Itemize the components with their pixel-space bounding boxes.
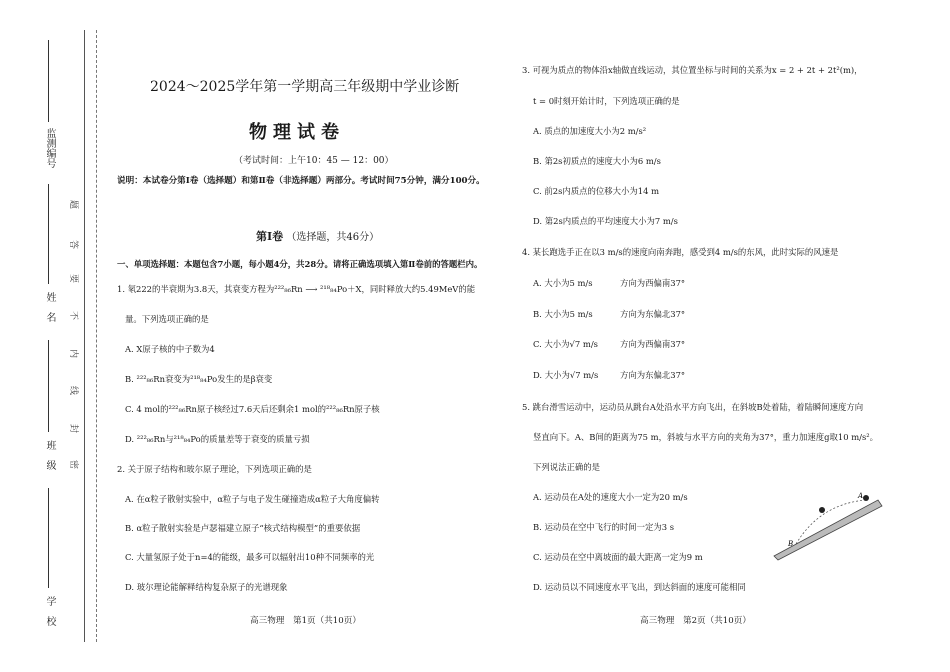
section-heading bbox=[256, 228, 379, 244]
question-4-option-b-magnitude: B. 大小为5 m/s bbox=[533, 309, 593, 319]
seal-char: 答 bbox=[68, 239, 79, 250]
exam-note: 说明：本试卷分第Ⅰ卷（选择题）和第Ⅱ卷（非选择题）两部分。考试时间75分钟，满分100分。 bbox=[117, 176, 485, 186]
seal-char: 线 bbox=[68, 385, 79, 396]
seal-char: 题 bbox=[68, 199, 79, 210]
question-4-option-a-magnitude: A. 大小为5 m/s bbox=[533, 278, 593, 288]
section-title: 第Ⅰ卷 bbox=[256, 230, 284, 243]
question-4-option-c-direction: 方向为西偏南37° bbox=[620, 339, 686, 349]
footer-left-page-number: 高三物理 第1页（共10页） bbox=[250, 616, 361, 626]
question-3-stem-cont: t = 0时刻开始计时，下列选项正确的是 bbox=[533, 96, 680, 106]
question-2-option-c: C. 大量氢原子处于n=4的能级，最多可以辐射出10种不同频率的光 bbox=[125, 552, 375, 562]
monitor-number-line bbox=[48, 40, 49, 122]
point-b-label: B bbox=[788, 540, 794, 548]
margin-dashed-line bbox=[96, 30, 97, 642]
school-label: 学 校 bbox=[44, 596, 55, 626]
skier-start-icon bbox=[863, 495, 869, 501]
margin-line bbox=[84, 30, 85, 642]
section-subtitle: （选择题，共46分） bbox=[286, 232, 380, 243]
question-2-stem: 2. 关于原子结构和玻尔原子理论，下列选项正确的是 bbox=[117, 464, 312, 474]
seal-char: 内 bbox=[68, 348, 79, 359]
q1-equation: ²²²₈₆Rn ⟶ ²¹⁸₈₄Po＋X，同时释放大约5.49MeV的能 bbox=[274, 284, 476, 294]
question-1-stem bbox=[117, 283, 475, 295]
name-label: 姓 名 bbox=[44, 292, 55, 322]
question-4-option-b-direction: 方向为东偏北37° bbox=[620, 309, 686, 319]
question-1-option-b: B. ²²²₈₆Rn衰变为²¹⁸₈₄Po发生的是β衰变 bbox=[125, 374, 273, 384]
name-line bbox=[48, 184, 49, 284]
seal-char: 密 bbox=[68, 459, 79, 470]
question-4-option-d-direction: 方向为东偏北37° bbox=[620, 370, 686, 380]
question-5-option-d: D. 运动员以不同速度水平飞出，到达斜面的速度可能相同 bbox=[533, 582, 746, 592]
school-line bbox=[48, 488, 49, 588]
question-1-option-d: D. ²²²₈₆Rn与²¹⁸₈₄Po的质量差等于衰变的质量亏损 bbox=[125, 434, 310, 444]
seal-char: 封 bbox=[68, 423, 79, 434]
question-2-option-a: A. 在α粒子散射实验中，α粒子与电子发生碰撞造成α粒子大角度偏转 bbox=[125, 494, 380, 504]
question-2-option-d: D. 玻尔理论能解释结构复杂原子的光谱现象 bbox=[125, 582, 288, 592]
question-5-stem: 5. 跳台滑雪运动中，运动员从跳台A处沿水平方向飞出，在斜坡B处着陆，着陆瞬间速度方向 bbox=[522, 402, 864, 412]
seal-char: 要 bbox=[68, 273, 79, 284]
seal-char: 不 bbox=[68, 310, 79, 321]
exam-time: （考试时间：上午10：45 — 12：00） bbox=[234, 156, 394, 166]
question-1-option-a: A. X原子核的中子数为4 bbox=[125, 344, 215, 354]
question-3-option-a: A. 质点的加速度大小为2 m/s² bbox=[533, 126, 647, 136]
point-a-label: A bbox=[858, 492, 864, 500]
question-5-stem-cont: 竖直向下。A、B间的距离为75 m，斜坡与水平方向的夹角为37°，重力加速度g取10 m/s²。 bbox=[533, 432, 879, 442]
slope-shape bbox=[774, 500, 882, 560]
question-3-option-b: B. 第2s初质点的速度大小为6 m/s bbox=[533, 156, 661, 166]
question-4-option-a-direction: 方向为西偏南37° bbox=[620, 278, 686, 288]
question-4-stem: 4. 某长跑选手正在以3 m/s的速度向南奔跑，感受到4 m/s的东风，此时实际的风速是 bbox=[522, 247, 839, 257]
q1-stem-text: 1. 氡222的半衰期为3.8天，其衰变方程为 bbox=[117, 284, 275, 294]
class-label: 班 级 bbox=[44, 440, 55, 470]
skier-mid-icon bbox=[819, 507, 825, 513]
subject-title: 物理试卷 bbox=[249, 122, 345, 143]
section-instruction: 一、单项选择题：本题包含7小题，每小题4分，共28分。请将正确选项填入第Ⅱ卷前的答题栏内。 bbox=[117, 259, 483, 269]
trajectory-path bbox=[796, 500, 866, 544]
question-3-stem: 3. 可视为质点的物体沿x轴做直线运动，其位置坐标与时间的关系为x = 2 + 2t + 2t²(m)， bbox=[522, 65, 863, 75]
question-1-option-c: C. 4 mol的²²²₈₆Rn原子核经过7.6天后还剩余1 mol的²²²₈₆Rn原子核 bbox=[125, 404, 380, 414]
question-1-stem-cont: 量。下列选项正确的是 bbox=[125, 314, 209, 324]
question-5-stem-cont2: 下列说法正确的是 bbox=[533, 462, 600, 472]
monitor-number-label: 监测编号 bbox=[44, 128, 55, 168]
question-4-option-c-magnitude: C. 大小为√7 m/s bbox=[533, 339, 598, 349]
question-5-option-b: B. 运动员在空中飞行的时间一定为3 s bbox=[533, 522, 675, 532]
question-4-option-d-magnitude: D. 大小为√7 m/s bbox=[533, 370, 599, 380]
exam-title: 2024～2025学年第一学期高三年级期中学业诊断 bbox=[150, 79, 460, 95]
footer-right-page-number: 高三物理 第2页（共10页） bbox=[640, 616, 751, 626]
class-line bbox=[48, 340, 49, 432]
question-2-option-b: B. α粒子散射实验是卢瑟福建立原子“核式结构模型”的重要依据 bbox=[125, 523, 361, 533]
ski-jump-diagram bbox=[770, 486, 890, 562]
question-3-option-d: D. 第2s内质点的平均速度大小为7 m/s bbox=[533, 216, 678, 226]
question-5-option-c: C. 运动员在空中离坡面的最大距离一定为9 m bbox=[533, 552, 703, 562]
question-3-option-c: C. 前2s内质点的位移大小为14 m bbox=[533, 186, 660, 196]
question-5-option-a: A. 运动员在A处的速度大小一定为20 m/s bbox=[533, 492, 688, 502]
